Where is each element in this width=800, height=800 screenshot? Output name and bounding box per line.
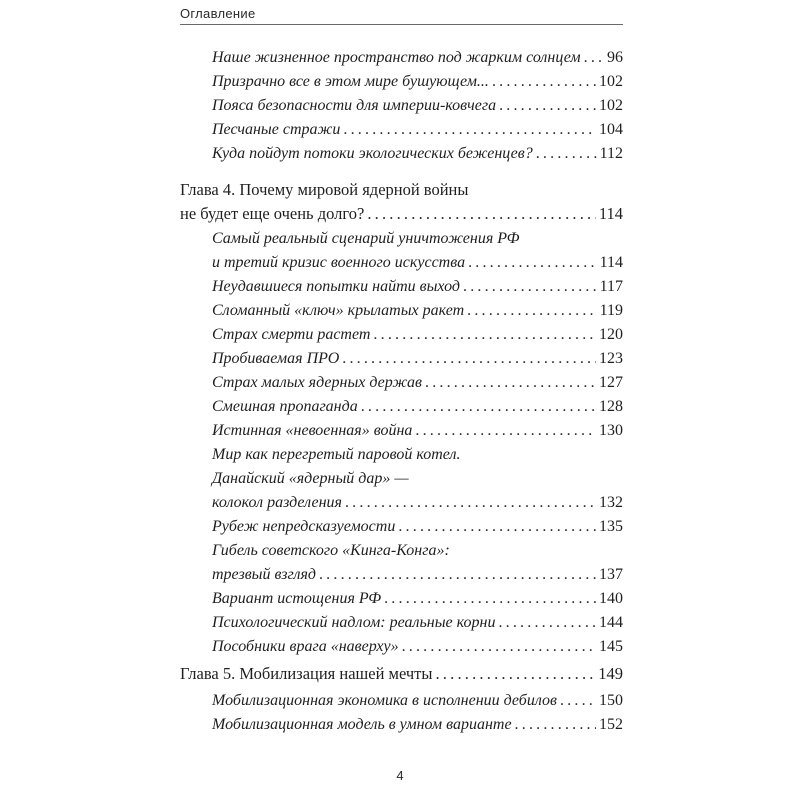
toc-entry-title: Сломанный «ключ» крылатых ракет: [212, 302, 465, 319]
chapter-title-line: Глава 4. Почему мировой ядерной войны: [180, 180, 469, 199]
toc-entry-page: 135: [599, 518, 623, 535]
dot-leader: [467, 299, 596, 323]
toc-entry[interactable]: [212, 587, 623, 611]
dot-leader: [345, 491, 596, 515]
dot-leader: [343, 118, 596, 142]
dot-leader: [415, 419, 596, 443]
toc-entry-page: 150: [599, 692, 623, 709]
dot-leader: [367, 202, 596, 226]
toc-entry-page: 140: [599, 590, 623, 607]
dot-leader: [560, 689, 596, 713]
toc-entry-title: Смешная пропаганда: [212, 398, 358, 415]
toc-entry-page: 104: [599, 121, 623, 138]
dot-leader: [499, 94, 596, 118]
toc-entry-line: [212, 443, 623, 467]
page-number: 4: [396, 768, 404, 783]
toc-entry-page: 102: [599, 73, 623, 90]
toc-entry-page: 114: [599, 254, 623, 271]
dot-leader: [425, 371, 596, 395]
dot-leader: [584, 46, 604, 70]
toc-entry-line: [212, 467, 623, 491]
toc-entry[interactable]: [212, 251, 623, 275]
toc-entry[interactable]: [212, 395, 623, 419]
toc-entry-title: Страх малых ядерных держав: [212, 374, 422, 391]
dot-leader: [515, 713, 596, 737]
dot-leader: [342, 347, 596, 371]
chapter-page: 149: [598, 664, 623, 683]
chapter-entry[interactable]: [180, 202, 623, 226]
toc-entry-page: 112: [599, 145, 623, 162]
toc-entry-page: 145: [599, 638, 623, 655]
toc-entry[interactable]: [212, 689, 623, 713]
chapter-entry[interactable]: [180, 662, 623, 686]
toc-entry-title: Истинная «невоенная» война: [212, 422, 413, 439]
toc-entry-title: Призрачно все в этом мире бушующем...: [212, 73, 489, 90]
dot-leader: [498, 611, 596, 635]
toc-entry-title: Песчаные стражи: [212, 121, 341, 138]
dot-leader: [463, 275, 597, 299]
dot-leader: [398, 515, 596, 539]
toc-entry[interactable]: [212, 563, 623, 587]
toc-entry-title: Куда пойдут потоки экологических беженцев?: [212, 145, 533, 162]
toc-entry-title: Пробиваемая ПРО: [212, 350, 340, 367]
dot-leader: [402, 635, 596, 659]
toc-entry-title: Наше жизненное пространство под жарким солнцем: [212, 49, 581, 66]
toc-entry-title: Мир как перегретый паровой котел.: [212, 446, 461, 463]
toc-entry-page: 130: [599, 422, 623, 439]
toc-entry[interactable]: [212, 323, 623, 347]
toc-entry-page: 119: [599, 302, 623, 319]
chapter-page: 114: [598, 204, 623, 223]
toc-entry-title: Мобилизационная экономика в исполнении дебилов: [212, 692, 557, 709]
toc-entry-page: 102: [599, 97, 623, 114]
toc-entry-title: Данайский «ядерный дар» —: [212, 470, 409, 487]
toc-entry-title: колокол разделения: [212, 494, 342, 511]
dot-leader: [492, 70, 596, 94]
chapter-title: не будет еще очень долго?: [180, 204, 365, 223]
toc-entry-title: Неудавшиеся попытки найти выход: [212, 278, 460, 295]
toc-entry-title: Гибель советского «Кинга-Конга»:: [212, 542, 450, 559]
toc-entry-title: Психологический надлом: реальные корни: [212, 614, 496, 631]
dot-leader: [536, 142, 597, 166]
toc-entry-title: Пособники врага «наверху»: [212, 638, 399, 655]
toc-entry-title: Вариант истощения РФ: [212, 590, 382, 607]
toc-entry[interactable]: [212, 611, 623, 635]
toc-entry[interactable]: [212, 419, 623, 443]
toc-entry-title: Самый реальный сценарий уничтожения РФ: [212, 230, 520, 247]
toc-entry-line: [212, 227, 623, 251]
toc-entry-title: Мобилизационная модель в умном варианте: [212, 716, 512, 733]
toc-entry[interactable]: [212, 299, 623, 323]
toc-entry-line: [212, 539, 623, 563]
dot-leader: [373, 323, 596, 347]
toc-entry[interactable]: [212, 94, 623, 118]
chapter-heading: [180, 178, 623, 202]
toc-entry-title: трезвый взгляд: [212, 566, 316, 583]
toc-entry[interactable]: [212, 142, 623, 166]
toc-entry[interactable]: [212, 275, 623, 299]
toc-entry-page: 127: [599, 374, 623, 391]
toc-entry[interactable]: [212, 347, 623, 371]
chapter-title: Глава 5. Мобилизация нашей мечты: [180, 664, 433, 683]
toc-entry-page: 120: [599, 326, 623, 343]
toc-entry-page: 96: [607, 49, 623, 66]
toc-entry-page: 128: [599, 398, 623, 415]
toc-entry[interactable]: [212, 118, 623, 142]
toc-entry[interactable]: [212, 371, 623, 395]
toc-entry[interactable]: [212, 635, 623, 659]
toc-entry-title: Страх смерти растет: [212, 326, 371, 343]
running-head: Оглавление: [180, 6, 256, 21]
toc-entry-page: 132: [599, 494, 623, 511]
toc-entry[interactable]: [212, 491, 623, 515]
toc-entry[interactable]: [212, 713, 623, 737]
dot-leader: [384, 587, 596, 611]
toc-entry-title: Пояса безопасности для империи-ковчега: [212, 97, 497, 114]
toc-entry-title: и третий кризис военного искусства: [212, 254, 466, 271]
toc-entry[interactable]: [212, 70, 623, 94]
dot-leader: [361, 395, 596, 419]
toc-entry-title: Рубеж непредсказуемости: [212, 518, 396, 535]
toc-entry-page: 137: [599, 566, 623, 583]
toc-entry[interactable]: [212, 515, 623, 539]
toc-entry-page: 117: [599, 278, 623, 295]
dot-leader: [319, 563, 596, 587]
toc-entry-page: 152: [599, 716, 623, 733]
toc-entry-page: 144: [599, 614, 623, 631]
dot-leader: [435, 662, 595, 686]
toc-entry-page: 123: [599, 350, 623, 367]
dot-leader: [468, 251, 597, 275]
toc-entry[interactable]: [212, 46, 623, 70]
